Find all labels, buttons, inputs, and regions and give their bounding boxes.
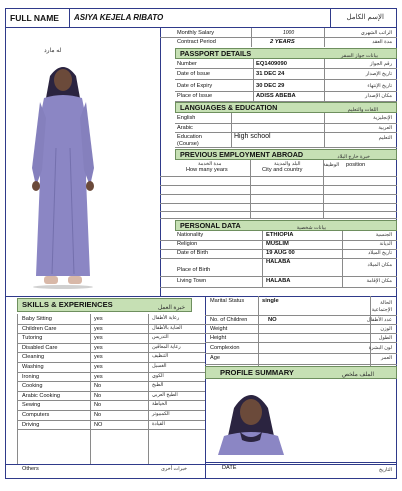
weight-label: Weight [210,326,228,332]
skill-ar: الطبخ العربي [152,392,178,398]
employment-years-header: How many years [186,167,228,173]
skill-value: NO [94,421,103,428]
skill-label: Cooking [22,383,43,390]
employment-years-ar: مدة الخدمة [198,161,222,167]
skill-value: yes [94,344,103,351]
contract-period-label: Contract Period [177,39,216,45]
date-label: DATE [222,465,237,471]
nationality-value: ETHIOPIA [266,232,294,238]
nationality-label: Nationality [177,232,204,238]
photo-caption-ar: لە مارد [44,48,62,54]
skill-value: yes [94,354,103,361]
living-town-ar: مكان الإقامة [366,278,392,284]
skills-row-divider [17,352,205,353]
nationality-ar: الجنسية [375,232,392,238]
others-ar: خبرات أخرى [161,466,187,472]
skill-label: Ironing [22,373,40,380]
skills-row-divider [17,420,205,421]
skill-value: No [94,412,102,418]
religion-label: Religion [177,241,198,247]
passport-number-value: EQ1409090 [256,61,287,67]
english-ar: الإنجليزية [373,115,392,121]
dob-value: 19 AUG 00 [266,250,295,256]
passport-expiry-value: 30 DEC 29 [256,83,285,89]
skill-ar: الكوي [152,373,164,379]
passport-place-value: ADISS ABEBA [256,93,296,99]
profile-title-ar: الملف ملخص [341,372,374,378]
monthly-salary-label: Monthly Salary [177,30,214,36]
skill-value: No [94,402,102,409]
skills-title-ar: خبرة العمل [157,305,185,311]
skill-ar: رعاية المعاقين [152,344,181,350]
skill-value: yes [94,335,103,342]
passport-header [175,48,397,59]
skill-value: yes [94,373,103,380]
marital-status-value: single [262,298,279,304]
full-body-photo-icon [28,58,98,290]
pob-ar: مكان الميلاد [367,262,392,268]
date-ar: التاريخ [379,467,392,473]
marital-status-label: Marital Status [210,298,245,304]
weight-ar: الوزن [380,326,392,332]
skill-value: No [94,383,102,390]
languages-header [175,102,397,113]
employment-country-header: City and country [262,167,303,173]
dob-ar: تاريخ الميلاد [368,250,392,256]
skill-label: Computers [22,412,50,418]
skill-value: yes [94,316,103,322]
skill-ar: الغسيل [152,364,167,369]
pob-label: Place of Birth [177,267,211,273]
passport-place-label: Place of Issue [177,93,213,99]
monthly-salary-value: 1000 [283,30,295,36]
passport-issue-label: Date of Issue [177,71,210,77]
skill-ar: الطبخ [152,383,164,389]
skill-value: yes [94,325,103,332]
languages-title-ar: اللغات والتعليم [347,107,378,113]
height-ar: الطول [378,335,392,341]
personal-title: PERSONAL DATA [180,221,241,230]
arabic-label: Arabic [177,125,193,131]
children-label: No. of Children [210,317,248,323]
education-value: High school [234,133,271,140]
passport-expiry-ar: تاريخ الإنتهاء [367,83,392,89]
passport-number-label: Number [177,61,197,67]
skill-label: Children Care [22,325,57,332]
skills-row-divider [17,429,205,430]
employment-title-ar: خبرة خارج البلاد [337,154,370,160]
skills-title: SKILLS & EXPERIENCES [22,300,113,309]
skills-row-divider [17,362,205,363]
skills-row-divider [17,324,205,325]
profile-title: PROFILE SUMMARY [220,368,294,377]
age-ar: العمر [381,355,392,361]
skills-row-divider [17,391,205,392]
employment-country-ar: البلد والمدينة [274,161,301,167]
skill-ar: القيادة [152,421,165,427]
marital-status-ar: الحالة الإجتماعية [371,300,392,313]
full-name-value: ASIYA KEJELA RIBATO [74,13,164,22]
passport-place-ar: مكان الإصدار [365,93,392,99]
skill-ar: الكمبيوتر [152,412,170,417]
skill-label: Arabic Cooking [22,392,60,399]
skill-ar: رعاية الأطفال [152,316,180,321]
profile-header [205,366,397,379]
arabic-ar: العربية [378,125,392,131]
portrait-photo-icon [210,380,292,455]
skill-ar: التنظيف [152,354,169,360]
skill-label: Cleaning [22,354,45,361]
age-label: Age [210,355,220,361]
passport-title-ar: بيانات جواز السفر [341,53,378,59]
employment-position-header: position [346,162,366,168]
skill-label: Baby Sitting [22,316,52,322]
employment-title: PREVIOUS EMPLOYMENT ABROAD [180,150,304,159]
height-label: Height [210,335,227,341]
children-ar: عدد الأطفال [366,317,392,323]
skills-row-divider [17,410,205,411]
employment-header [175,149,397,160]
monthly-salary-ar: الراتب الشهري [360,30,392,36]
education-label: Education (Course) [177,134,202,147]
passport-number-ar: رقم الجواز [369,61,392,67]
languages-title: LANGUAGES & EDUCATION [180,103,278,112]
skill-value: yes [94,364,103,370]
full-name-label: FULL NAME [10,13,59,23]
pob-value: HALABA [266,259,291,265]
skill-label: Tutoring [22,335,43,342]
others-label: Others [22,466,39,472]
contract-period-value: 2 YEARS [270,39,295,45]
skills-header [17,298,192,312]
skill-label: Washing [22,364,44,370]
complexion-ar: لون البشرة [368,345,392,351]
skill-label: Disabled Care [22,344,58,351]
religion-value: MUSLIM [266,241,289,247]
living-town-label: Living Town [177,278,207,284]
skills-row-divider [17,343,205,344]
skill-ar: العناية بالأطفال [152,325,182,331]
skill-ar: التدريس [152,335,169,341]
english-label: English [177,115,196,121]
skills-row-divider [17,400,205,401]
skills-row-divider [17,381,205,382]
skills-row-divider [17,372,205,373]
passport-issue-value: 31 DEC 24 [256,71,285,77]
full-name-ar: الإسم الكامل [346,14,384,21]
skill-value: No [94,392,102,399]
education-ar: التعليم [378,135,392,141]
passport-issue-ar: تاريخ الإصدار [365,71,392,77]
passport-expiry-label: Date of Expiry [177,83,213,89]
employment-position-ar: الوظيفة [323,162,340,168]
personal-title-ar: بيانات شخصية [296,225,326,231]
skills-row-divider [17,333,205,334]
complexion-label: Complexion [210,345,240,351]
children-value: NO [268,317,277,323]
living-town-value: HALABA [266,278,291,284]
skill-label: Driving [22,421,40,428]
contract-period-ar: مدة العقد [372,39,392,45]
passport-title: PASSPORT DETAILS [180,49,252,58]
skill-ar: الخياطة [152,402,168,408]
dob-label: Date of Birth [177,250,209,256]
religion-ar: الديانة [379,241,392,247]
skill-label: Sewing [22,402,41,409]
full-name-row [5,8,397,28]
personal-header [175,220,397,231]
